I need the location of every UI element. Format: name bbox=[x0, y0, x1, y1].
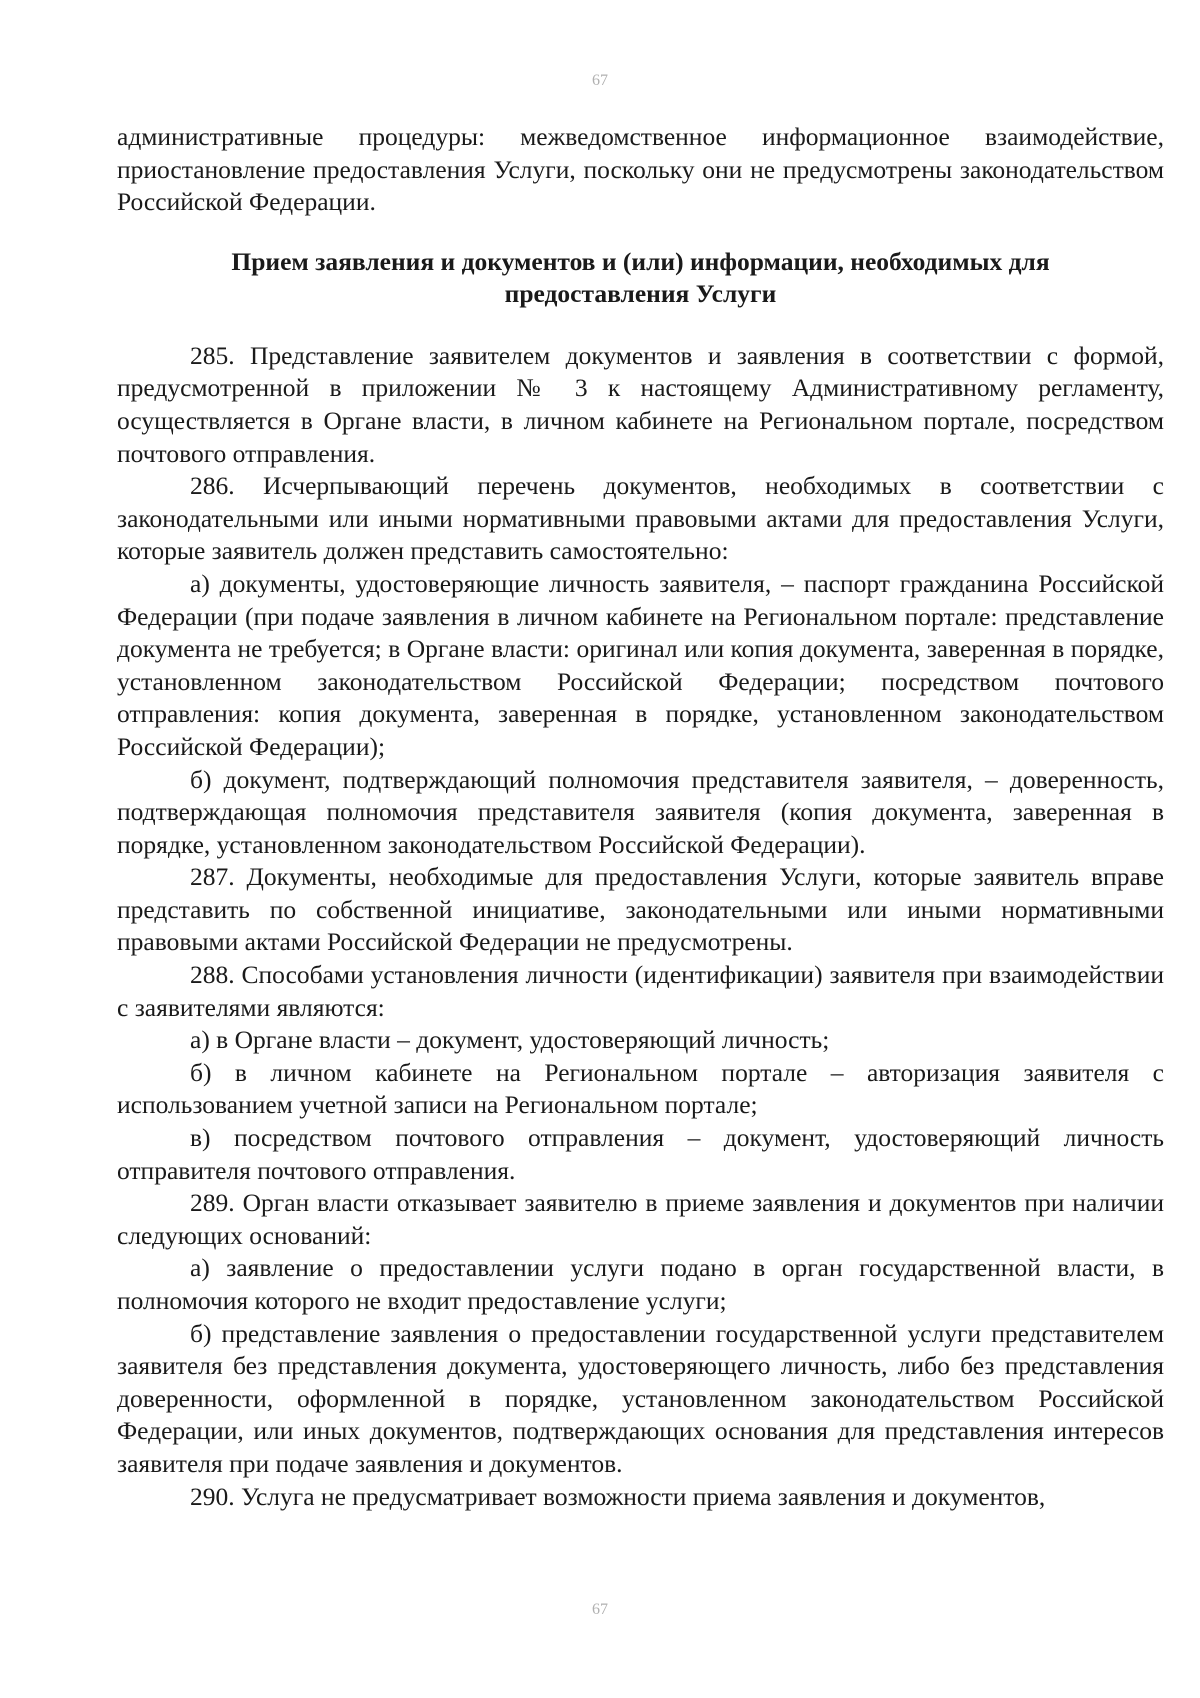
paragraph-289: 289. Орган власти отказывает заявителю в приеме заявления и документов при наличии следующих оснований: bbox=[117, 1188, 1164, 1250]
page-number-bottom: 67 bbox=[592, 1601, 608, 1618]
paragraph-285: 285. Представление заявителем документов и заявления в соответствии с формой, предусмотренной в приложении № 3 к настоящему Административному регламенту, осуществляется в Органе власти, в личном кабинете на Региональном портале, посредством почтового отправления. bbox=[117, 340, 1164, 468]
section-title-line-1: Прием заявления и документов и (или) информации, необходимых для bbox=[231, 246, 1050, 276]
paragraph-288-v: в) посредством почтового отправления – документ, удостоверяющий личность отправителя почтового отправления. bbox=[117, 1123, 1164, 1185]
section-title bbox=[117, 246, 1164, 310]
intro-paragraph: административные процедуры: межведомственное информационное взаимодействие, приостановление предоставления Услуги, поскольку они не предусмотрены законодательством Российской Федерации. bbox=[117, 122, 1164, 217]
document-body bbox=[117, 121, 1164, 1513]
paragraph-289-a: а) заявление о предоставлении услуги подано в орган государственной власти, в полномочия которого не входит предоставление услуги; bbox=[117, 1253, 1164, 1315]
paragraph-286-b: б) документ, подтверждающий полномочия представителя заявителя, – доверенность, подтверждающая полномочия представителя заявителя (копия документа, заверенная в порядке, установленном законодательством Российской Федерации). bbox=[117, 764, 1164, 859]
paragraph-288-a: а) в Органе власти – документ, удостоверяющий личность; bbox=[190, 1025, 830, 1055]
paragraph-289-b: б) представление заявления о предоставлении государственной услуги представителем заявителя без представления документа, удостоверяющего личность, либо без представления доверенности, оформленной в порядке, установленном законодательством Российской Федерации, или иных документов, подтверждающих основания для представления интересов заявителя при подаче заявления и документов. bbox=[117, 1318, 1164, 1478]
paragraph-288: 288. Способами установления личности (идентификации) заявителя при взаимодействии с заявителями являются: bbox=[117, 960, 1164, 1022]
paragraph-290: 290. Услуга не предусматривает возможности приема заявления и документов, bbox=[190, 1481, 1046, 1511]
paragraph-286: 286. Исчерпывающий перечень документов, необходимых в соответствии с законодательными или иными нормативными правовыми актами для предоставления Услуги, которые заявитель должен представить самостоятельно: bbox=[117, 471, 1164, 566]
section-title-line-2: предоставления Услуги bbox=[504, 278, 777, 308]
page-number-top: 67 bbox=[592, 72, 608, 89]
paragraph-288-b: б) в личном кабинете на Региональном портале – авторизация заявителя с использованием учетной записи на Региональном портале; bbox=[117, 1057, 1164, 1120]
paragraph-287: 287. Документы, необходимые для предоставления Услуги, которые заявитель вправе представить по собственной инициативе, законодательными или иными нормативными правовыми актами Российской Федерации не предусмотрены. bbox=[117, 862, 1164, 957]
paragraph-286-a: а) документы, удостоверяющие личность заявителя, – паспорт гражданина Российской Федерации (при подаче заявления в личном кабинете на Региональном портале: представление документа не требуется; в Органе власти: оригинал или копия документа, заверенная в порядке, установленном законодательством Российской Федерации; посредством почтового отправления: копия документа, заверенная в порядке, установленном законодательством Российской Федерации); bbox=[117, 568, 1164, 761]
